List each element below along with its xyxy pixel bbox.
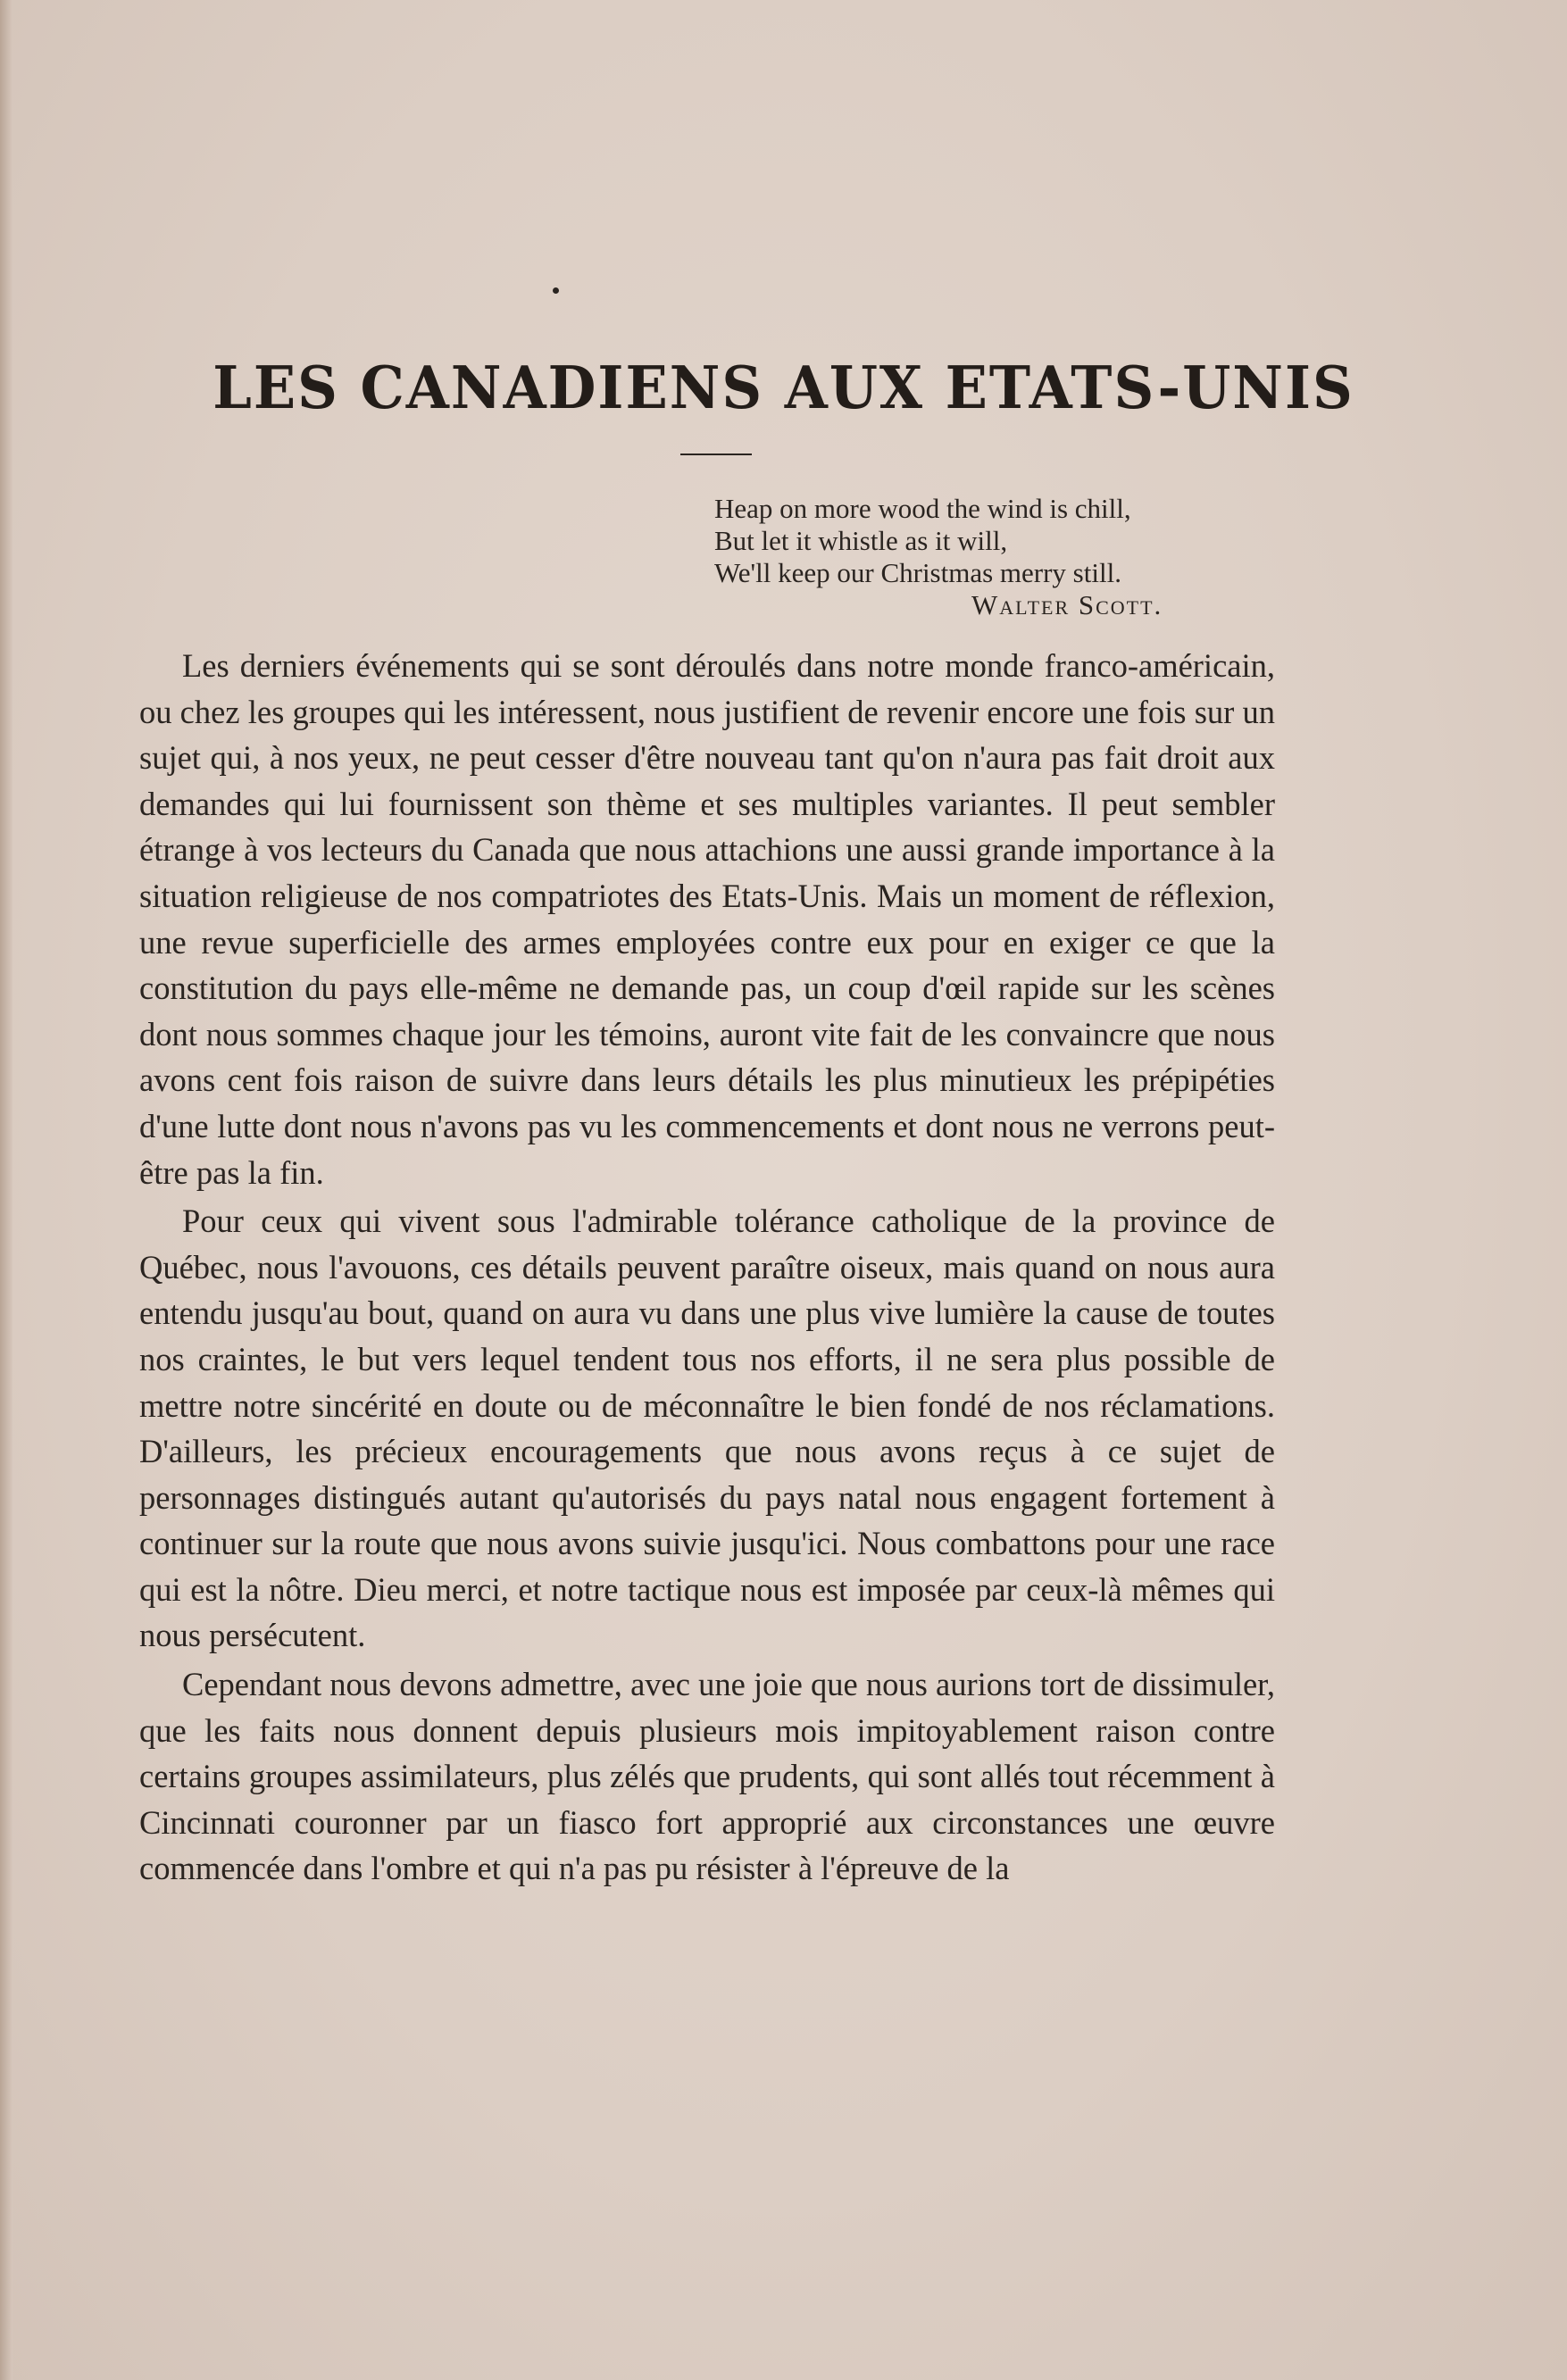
title-divider [680,454,752,455]
epigraph-author: Walter Scott. [971,589,1163,620]
epigraph-line: We'll keep our Christmas merry still. [714,557,1121,588]
ink-dot [553,287,559,294]
epigraph-line: Heap on more wood the wind is chill, [714,493,1131,524]
article-body [139,643,1275,1894]
epigraph-line: But let it whistle as it will, [714,525,1008,556]
page-title: LES CANADIENS AUX ETATS-UNIS [213,354,1354,422]
epigraph [714,493,1357,621]
page-edge [0,0,13,2380]
paragraph: Cependant nous devons admettre, avec une joie que nous aurions tort de dissimuler, que les faits nous donnent depuis plusieurs mois impitoyablement raison contre certains groupes assimilateurs, plus zélés que prudents, qui sont allés tout récemment à Cincinnati couronner par un fiasco fort approprié aux circonstances une œuvre commencée dans l'ombre et qui n'a pas pu résister à l'épreuve de la [139,1666,1275,1887]
paragraph: Pour ceux qui vivent sous l'admirable tolérance catholique de la province de Québec, nous l'avouons, ces détails peuvent paraître oiseux, mais quand on nous aura entendu jusqu'au bout, quand on aura vu dans une plus vive lumière la cause de toutes nos craintes, le but vers lequel tendent tous nos efforts, il ne sera plus possible de mettre notre sincérité en doute ou de méconnaître le bien fondé de nos réclamations. D'ailleurs, les précieux encouragements que nous avons reçus à ce sujet de personnages distingués autant qu'autorisés du pays natal nous engagent fortement à continuer sur la route que nous avons suivie jusqu'ici. Nous combattons pour une race qui est la nôtre. Dieu merci, et notre tactique nous est imposée par ceux-là mêmes qui nous persécutent. [139,1202,1275,1654]
paragraph: Les derniers événements qui se sont déroulés dans notre monde franco-américain, ou chez les groupes qui les intéressent, nous justifient de revenir encore une fois sur un sujet qui, à nos yeux, ne peut cesser d'être nouveau tant qu'on n'aura pas fait droit aux demandes qui lui fournissent son thème et ses multiples variantes. Il peut sembler étrange à vos lecteurs du Canada que nous attachions une aussi grande importance à la situation religieuse de nos compatriotes des Etats-Unis. Mais un moment de réflexion, une revue superficielle des armes employées contre eux pour en exiger ce que la constitution du pays elle-même ne demande pas, un coup d'œil rapide sur les scènes dont nous sommes chaque jour les témoins, auront vite fait de les convaincre que nous avons cent fois raison de suivre dans leurs détails les plus minutieux les prépipéties d'une lutte dont nous n'avons pas vu les commencements et dont nous ne verrons peut-être pas la fin. [139,647,1275,1191]
